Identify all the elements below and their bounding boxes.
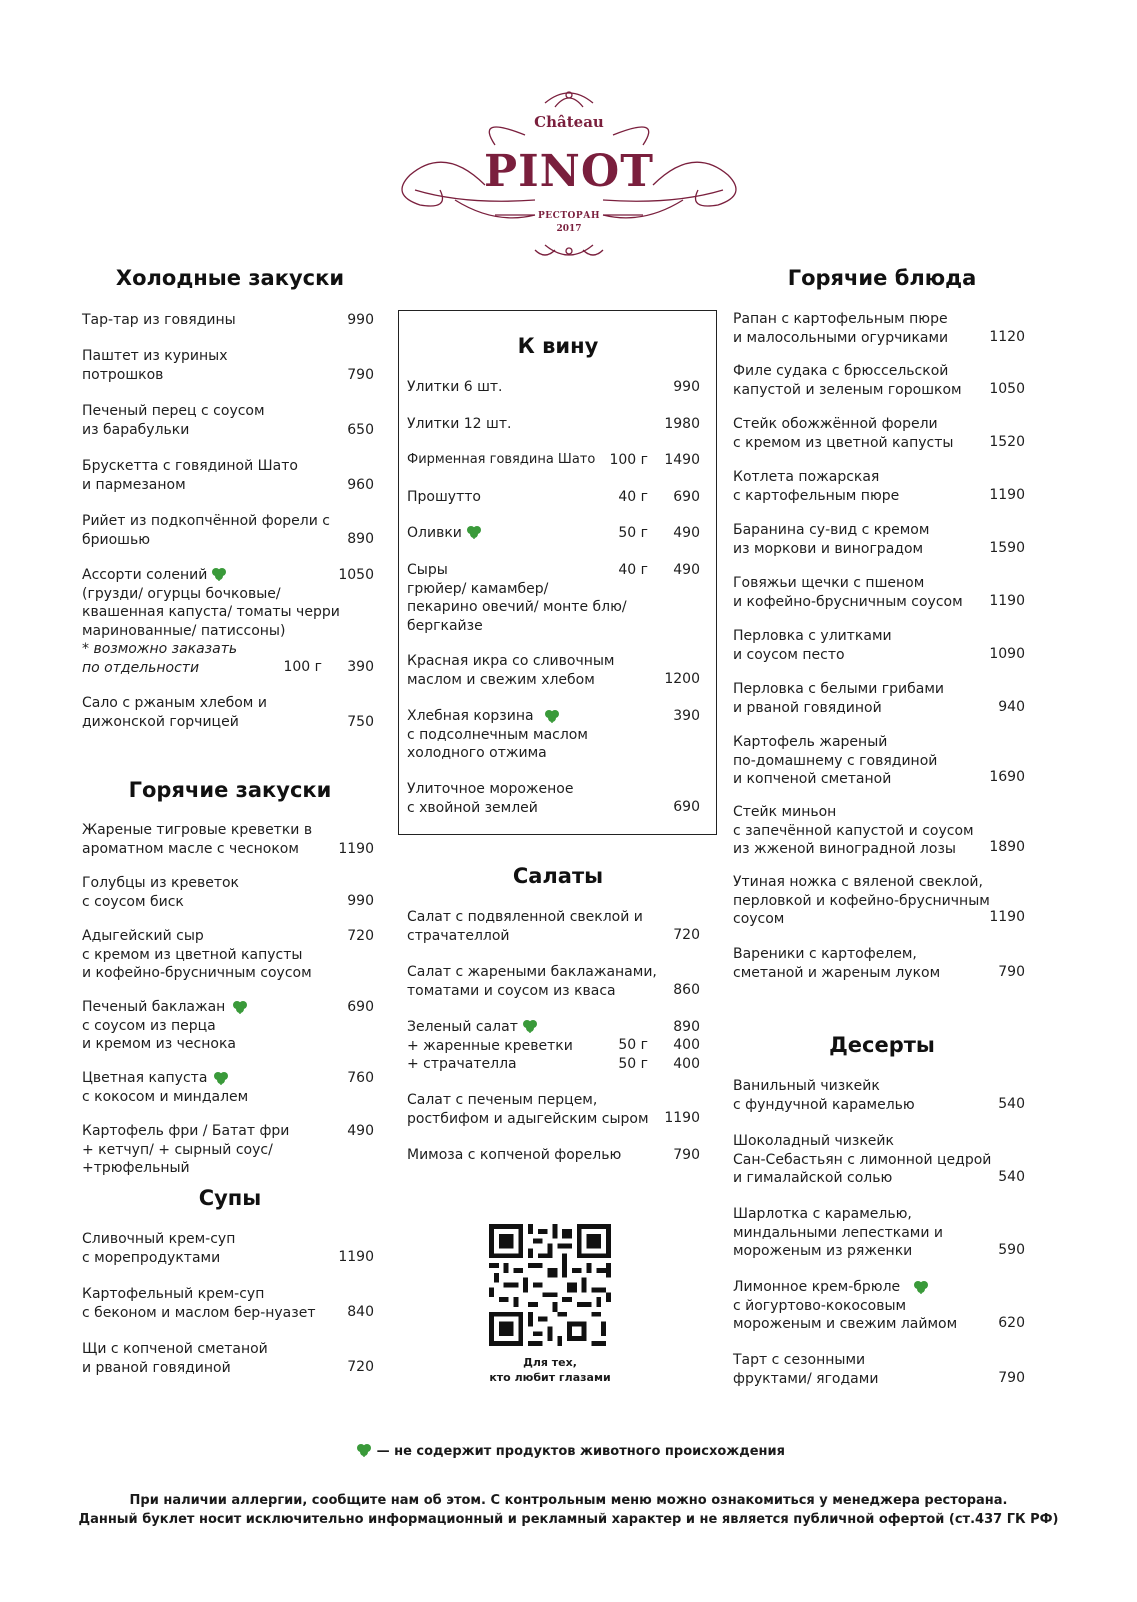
- item-price: 690: [673, 489, 700, 505]
- menu-item: Ассорти солений (грузди/ огурцы бочковые/ квашенная капуста/ томаты черри маринованные/ патиссоны) * возможно заказать по отдельности: [82, 567, 340, 676]
- item-price: 620: [998, 1315, 1025, 1331]
- item-price: 1200: [664, 671, 700, 687]
- menu-item: Печеный баклажан с соусом из перца и кремом из чеснока: [82, 999, 236, 1052]
- section-title-wine: К вину: [517, 334, 599, 358]
- menu-item: Салат с печеным перцем, ростбифом и адыгейским сыром: [407, 1092, 649, 1127]
- item-price: 400: [673, 1037, 700, 1053]
- logo-chateau: Château: [534, 113, 604, 131]
- item-price: 390: [347, 659, 374, 675]
- item-price: 750: [347, 714, 374, 730]
- item-price: 490: [673, 562, 700, 578]
- item-price: 590: [998, 1242, 1025, 1258]
- menu-item: Филе судака с брюссельской капустой и зеленым горошком: [733, 363, 962, 398]
- menu-item: Картофель фри / Батат фри + кетчуп/ + сырный соус/ +трюфельный: [82, 1123, 290, 1176]
- item-price: 790: [673, 1147, 700, 1163]
- menu-item: Сыры грюйер/ камамбер/ пекарино овечий/ монте блю/ бергкайзе: [407, 562, 627, 634]
- item-price: 1490: [664, 452, 700, 468]
- menu-item: Печеный перец с соусом из барабульки: [82, 403, 265, 438]
- menu-item: Щи с копченой сметаной и рваной говядиной: [82, 1341, 268, 1376]
- section-title-soups: Супы: [198, 1186, 262, 1210]
- menu-item: Салат с подвяленной свеклой и страчателлой: [407, 909, 643, 944]
- menu-item: Перловка с белыми грибами и рваной говядиной: [733, 681, 944, 716]
- item-weight: 100 г: [283, 659, 322, 675]
- menu-item: Улитки 12 шт.: [407, 416, 512, 432]
- item-price: 790: [998, 964, 1025, 980]
- item-price: 990: [347, 312, 374, 328]
- menu-item: Стейк миньон с запечённой капустой и соусом из жженой виноградной лозы: [733, 804, 974, 857]
- menu-item: Утиная ножка с вяленой свеклой, перловкой и кофейно-брусничным соусом: [733, 874, 990, 927]
- item-price: 1690: [989, 769, 1025, 785]
- section-title-hot: Горячие блюда: [787, 266, 977, 290]
- footer-allergy: При наличии аллергии, сообщите нам об этом. С контрольным меню можно ознакомиться у менеджера ресторана.: [129, 1493, 1008, 1508]
- item-price: 690: [347, 999, 374, 1015]
- qr-caption: Для тех, кто любит глазами: [489, 1356, 611, 1384]
- item-weight: 40 г: [618, 489, 648, 505]
- section-title-cold: Холодные закуски: [115, 266, 345, 290]
- menu-item: Котлета пожарская с картофельным пюре: [733, 469, 900, 504]
- item-price: 960: [347, 477, 374, 493]
- vegan-leaf-icon: [544, 708, 560, 722]
- item-price: 1190: [664, 1110, 700, 1126]
- menu-item: Мимоза с копченой форелью: [407, 1147, 622, 1163]
- item-price: 890: [673, 1019, 700, 1035]
- footer-disclaimer: Данный буклет носит исключительно информационный и рекламный характер и не является публичной офертой (ст.437 ГК РФ): [78, 1512, 1059, 1527]
- vegan-leaf-icon: [466, 525, 482, 539]
- item-price: 1190: [338, 841, 374, 857]
- item-price: 1190: [989, 593, 1025, 609]
- item-price: 1050: [989, 381, 1025, 397]
- item-weight: 40 г: [618, 562, 648, 578]
- item-price: 400: [673, 1056, 700, 1072]
- menu-item: Картофельный крем-суп с беконом и маслом бер-нуазет: [82, 1286, 316, 1321]
- logo-year: 2017: [556, 224, 582, 234]
- item-price: 1190: [338, 1249, 374, 1265]
- item-price: 1890: [989, 839, 1025, 855]
- menu-item: Сало с ржаным хлебом и дижонской горчицей: [82, 695, 267, 730]
- menu-item: Стейк обожжённой форели с кремом из цветной капусты: [733, 416, 954, 451]
- menu-item: Жареные тигровые креветки в ароматном масле с чесноком: [82, 822, 313, 857]
- item-price: 890: [347, 531, 374, 547]
- item-price: 650: [347, 422, 374, 438]
- menu-item: Улиточное мороженое с хвойной землей: [407, 781, 574, 816]
- qr-code[interactable]: [489, 1224, 611, 1346]
- item-price: 840: [347, 1304, 374, 1320]
- menu-item: Брускетта с говядиной Шато и пармезаном: [82, 458, 298, 493]
- menu-item: Тар-тар из говядины: [82, 312, 236, 328]
- item-price: 490: [347, 1123, 374, 1139]
- item-price: 940: [998, 699, 1025, 715]
- vegan-leaf-icon: [356, 1443, 372, 1457]
- item-price: 720: [673, 927, 700, 943]
- menu-item: Хлебная корзина с подсолнечным маслом холодного отжима: [407, 708, 588, 761]
- menu-item: Цветная капуста с кокосом и миндалем: [82, 1070, 249, 1105]
- menu-item: Рапан с картофельным пюре и малосольными огурчиками: [733, 311, 949, 346]
- item-price: 1050: [338, 567, 374, 583]
- item-price: 1190: [989, 487, 1025, 503]
- menu-item: Оливки: [407, 524, 587, 543]
- restaurant-logo: [395, 85, 743, 265]
- menu-item: Зеленый салат + жаренные креветки + страчателла: [407, 1019, 573, 1072]
- vegan-leaf-icon: [522, 1019, 538, 1033]
- item-price: 1090: [989, 646, 1025, 662]
- vegan-legend-text: — не содержит продуктов животного происхождения: [376, 1444, 785, 1459]
- item-weight: 50 г: [618, 1056, 648, 1072]
- logo-subtitle: РЕСТОРАН: [538, 211, 600, 221]
- section-title-hot-starters: Горячие закуски: [128, 778, 332, 802]
- menu-item: Рийет из подкопчённой форели с бриошью: [82, 513, 330, 548]
- section-title-salads: Салаты: [512, 864, 604, 888]
- item-price: 1190: [989, 909, 1025, 925]
- item-price: 790: [347, 367, 374, 383]
- item-price: 720: [347, 928, 374, 944]
- item-price: 790: [998, 1370, 1025, 1386]
- item-weight: 100 г: [609, 452, 648, 468]
- menu-item: Фирменная говядина Шато: [407, 452, 596, 467]
- logo-name: PINOT: [484, 146, 654, 197]
- menu-item: Перловка с улитками и соусом песто: [733, 628, 892, 663]
- vegan-leaf-icon: [232, 999, 248, 1013]
- item-price: 540: [998, 1096, 1025, 1112]
- menu-item: Лимонное крем-брюле с йогуртово-кокосовым мороженым и свежим лаймом: [733, 1279, 958, 1332]
- menu-item: Сливочный крем-суп с морепродуктами: [82, 1231, 236, 1266]
- menu-item: Шарлотка с карамелью, миндальными лепестками и мороженым из ряженки: [733, 1206, 944, 1259]
- item-price: 760: [347, 1070, 374, 1086]
- item-price: 540: [998, 1169, 1025, 1185]
- vegan-legend: [0, 1443, 1137, 1459]
- menu-item: Голубцы из креветок с соусом биск: [82, 875, 239, 910]
- menu-item: Адыгейский сыр с кремом из цветной капусты и кофейно-брусничным соусом: [82, 928, 312, 981]
- menu-item: Говяжьи щечки с пшеном и кофейно-брусничным соусом: [733, 575, 963, 610]
- item-price: 1520: [989, 434, 1025, 450]
- menu-item: Прошутто: [407, 489, 481, 505]
- item-price: 1980: [664, 416, 700, 432]
- menu-item: Вареники с картофелем, сметаной и жареным луком: [733, 946, 941, 981]
- item-weight: 50 г: [618, 1037, 648, 1053]
- menu-item: Шоколадный чизкейк Сан-Себастьян с лимонной цедрой и гималайской солью: [733, 1133, 992, 1186]
- item-price: 690: [673, 799, 700, 815]
- item-weight: 50 г: [618, 525, 648, 541]
- menu-item: Картофель жареный по-домашнему с говядиной и копченой сметаной: [733, 734, 938, 787]
- item-price: 490: [673, 525, 700, 541]
- vegan-leaf-icon: [211, 567, 227, 581]
- section-title-desserts: Десерты: [829, 1033, 935, 1057]
- menu-item: Салат с жареными баклажанами, томатами и соусом из кваса: [407, 964, 657, 999]
- item-price: 860: [673, 982, 700, 998]
- menu-item: Тарт с сезонными фруктами/ ягодами: [733, 1352, 879, 1387]
- item-price: 990: [347, 893, 374, 909]
- item-price: 1590: [989, 540, 1025, 556]
- item-price: 990: [673, 379, 700, 395]
- item-price: 1120: [989, 329, 1025, 345]
- item-price: 390: [673, 708, 700, 724]
- vegan-leaf-icon: [213, 1070, 229, 1084]
- item-price: 720: [347, 1359, 374, 1375]
- menu-item: Паштет из куриных потрошков: [82, 348, 228, 383]
- vegan-leaf-icon: [913, 1279, 929, 1293]
- menu-item: Ванильный чизкейк с фундучной карамелью: [733, 1078, 915, 1113]
- menu-item: Красная икра со сливочным маслом и свежим хлебом: [407, 653, 615, 688]
- menu-item: Улитки 6 шт.: [407, 379, 503, 395]
- menu-item: Баранина су-вид с кремом из моркови и виноградом: [733, 522, 930, 557]
